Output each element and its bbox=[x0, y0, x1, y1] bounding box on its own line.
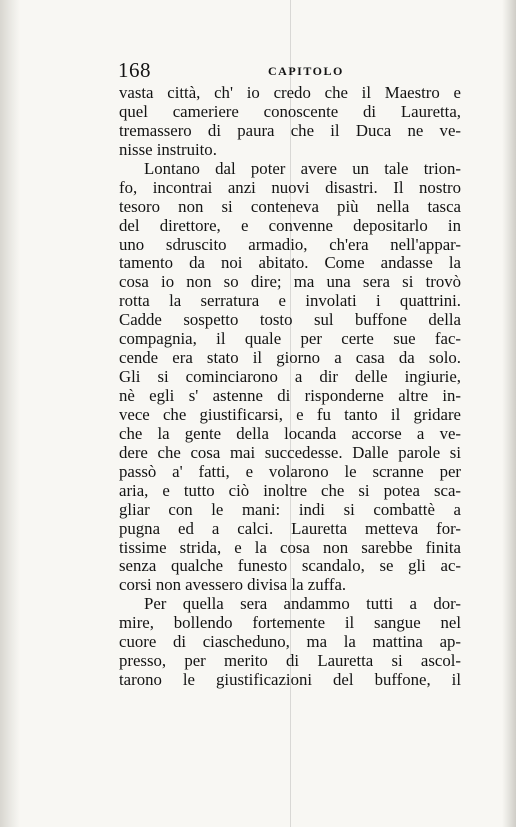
body-text bbox=[119, 84, 461, 690]
running-head bbox=[118, 58, 466, 84]
text-line: aria, e tutto ciò inoltre che si potea sca- bbox=[119, 481, 461, 500]
text-line: tesoro non si conteneva più nella tasca bbox=[119, 197, 461, 216]
running-title: CAPITOLO bbox=[268, 64, 344, 78]
text-line: tamento da noi abitato. Come andasse la bbox=[119, 254, 461, 273]
text-line: del direttore, e convenne depositarlo in bbox=[119, 216, 461, 235]
text-line: vasta città, ch' io credo che il Maestro e bbox=[119, 84, 461, 102]
text-line: tissime strida, e la cosa non sarebbe finita bbox=[119, 538, 461, 557]
text-line: passò a' fatti, e volarono le scranne per bbox=[119, 462, 461, 481]
text-line: cuore di ciascheduno, ma la mattina ap- bbox=[119, 633, 461, 652]
text-line: pugna ed a calci. Lauretta metteva for- bbox=[119, 519, 461, 538]
text-line: tarono le giustificazioni del buffone, il bbox=[119, 671, 461, 690]
text-line: presso, per merito di Lauretta si ascol- bbox=[119, 652, 461, 671]
text-line: cosa io non so dire; ma una sera si trovò bbox=[119, 273, 461, 292]
text-line: quel cameriere conoscente di Lauretta, bbox=[119, 102, 461, 121]
text-line: senza qualche funesto scandalo, se gli ac- bbox=[119, 557, 461, 576]
text-line: Per quella sera andammo tutti a dor- bbox=[144, 595, 461, 614]
page-right-edge-shadow bbox=[502, 0, 516, 827]
text-line: tremassero di paura che il Duca ne ve- bbox=[119, 121, 461, 140]
text-line: che la gente della locanda accorse a ve- bbox=[119, 424, 461, 443]
text-line: uno sdruscito armadio, ch'era nell'appar- bbox=[119, 235, 461, 254]
text-line: compagnia, il quale per certe sue fac- bbox=[119, 330, 461, 349]
text-line: dere che cosa mai succedesse. Dalle parole si bbox=[119, 443, 461, 462]
text-line: fo, incontrai anzi nuovi disastri. Il nostro bbox=[119, 178, 461, 197]
page-number: 168 bbox=[118, 58, 151, 82]
text-line: gliar con le mani: indi si combattè a bbox=[119, 500, 461, 519]
page-left-edge-shadow bbox=[0, 0, 20, 827]
text-line: nè egli s' astenne di risponderne altre in- bbox=[119, 387, 461, 405]
text-line: Gli si cominciarono a dir delle ingiurie, bbox=[119, 368, 461, 387]
text-line: mire, bollendo fortemente il sangue nel bbox=[119, 614, 461, 633]
text-line: cende era stato il giorno a casa da solo. bbox=[119, 349, 461, 368]
text-line: nisse instruito. bbox=[119, 140, 217, 159]
text-line: Cadde sospetto tosto sul buffone della bbox=[119, 311, 461, 330]
text-line: Lontano dal poter avere un tale trion- bbox=[144, 159, 461, 178]
text-line: vece che giustificarsi, e fu tanto il gridare bbox=[119, 405, 461, 424]
text-line: rotta la serratura e involati i quattrini. bbox=[119, 292, 461, 311]
text-line: corsi non avessero divisa la zuffa. bbox=[119, 576, 347, 595]
